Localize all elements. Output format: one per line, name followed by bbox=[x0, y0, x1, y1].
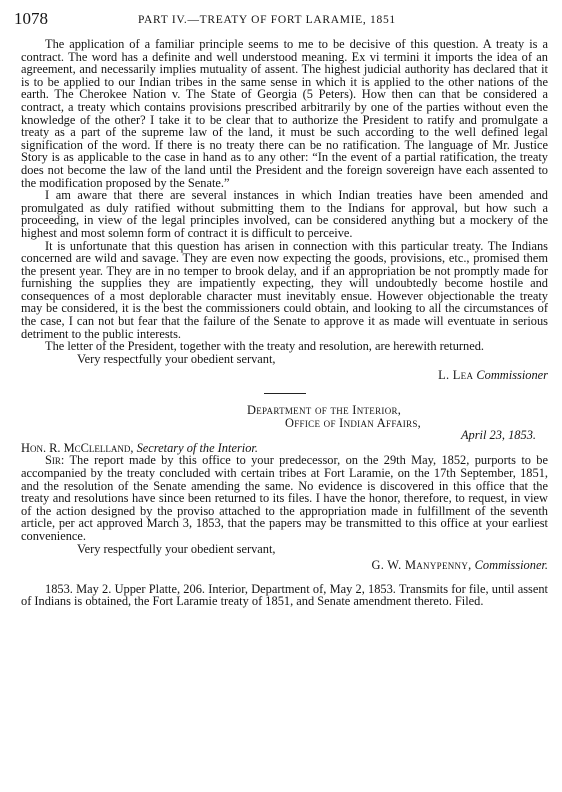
sir-greeting: Sir: bbox=[45, 453, 65, 468]
page-header bbox=[14, 9, 548, 29]
letter1-signature bbox=[21, 369, 548, 382]
address-line-1: Department of the Interior, bbox=[247, 403, 402, 418]
paragraph: The letter of the President, together with the treaty and resolution, are herewith returned. bbox=[45, 339, 485, 354]
letter2-body: The report made by this office to your predecessor, on the 29th May, 1852, purports to be accompanied by the treaty concluded with certain tribes at Fort Laramie, on the 17th September, 1851, and the resolution of the Senate amending the same. No evidence is discovered in this office that the treaty and resolutions have since been returned to its files. I have the honor, therefore, to request, in view of the action designed by the proviso attached to the appropriation made in fulfillment of the seventh article, per act approved March 3, 1853, that the papers may be transmitted to this office at your earliest convenience. bbox=[21, 453, 548, 543]
paragraph: It is unfortunate that this question has arisen in connection with this particular treaty. The Indians concerned are wild and savage. They are even now expecting the goods, provisions, etc., promised them the present year. They are in no temper to brook delay, and if an appropriation be not promptly made for furnishing the supplies they are impatiently expecting, they will undoubtedly become hostile and consequences of a most deplorable character must inevitably ensue. However objectionable the treaty may be considered, it is the best the commissioners could obtain, and looking to all the circumstances of the case, I can not but fear that the failure of the Senate to approve it as made will eventuate in serious detriment to the public interests. bbox=[21, 238, 548, 341]
endorsement-note: 1853. May 2. Upper Platte, 206. Interior, Department of, May 2, 1853. Transmits for file, until assent of Indians is obtained, the Fort Laramie treaty of 1851, and Senate amendment thereto. Filed. bbox=[21, 581, 548, 609]
letter1-closing: Very respectfully your obedient servant, bbox=[77, 351, 276, 366]
running-head: PART IV.—TREATY OF FORT LARAMIE, 1851 bbox=[138, 14, 396, 26]
letter2-signature bbox=[21, 559, 548, 572]
page-number: 1078 bbox=[14, 9, 48, 28]
salutation-title: Secretary of the Interior. bbox=[136, 440, 258, 455]
signature-name: L. Lea bbox=[438, 368, 474, 383]
letter-date: April 23, 1853. bbox=[460, 428, 536, 443]
signature-name: G. W. Manypenny, bbox=[371, 558, 472, 573]
letter2-closing: Very respectfully your obedient servant, bbox=[77, 541, 276, 556]
page-body bbox=[21, 38, 548, 608]
section-divider bbox=[264, 393, 306, 394]
signature-title: Commissioner. bbox=[474, 558, 548, 573]
letter2-body-paragraph bbox=[21, 454, 548, 542]
signature-title: Commissioner bbox=[476, 368, 548, 383]
salutation-name: Hon. R. McClelland, bbox=[21, 440, 134, 455]
paragraph: The application of a familiar principle seems to me to be decisive of this question. A treaty is a contract. The word has a definite and well understood meaning. Ex vi termini it imports the idea of an agreement, and necessarily implies mutuality of assent. The highest judicial authority has declared that it is to be applied to our Indian tribes in the same sense in which it is applied to the other nations of the earth. The Cherokee Nation v. The State of Georgia (5 Peters). How then can that be considered a contract, a treaty which contains provisions prescribed arbitrarily by one of the parties without even the knowledge of the other? I take it to be clear that to authorize the President to ratify and promulgate a treaty as a part of the supreme law of the land, it must be such according to the well defined legal signification of the word. If there is no treaty there can be no ratification. The language of Mr. Justice Story is as applicable to the case in hand as to any other: “In the event of a partial ratification, the treaty does not become the law of the land until the President and the foreign sovereign have each assented to the modification proposed by the Senate.” bbox=[21, 37, 548, 190]
paragraph: I am aware that there are several instances in which Indian treaties have been amended and promulgated as duly ratified without submitting them to the Indians for approval, but how such a proceeding, in view of the legal principles involved, can be considered anything but a mockery of the highest and most solemn form of contract it is difficult to perceive. bbox=[21, 188, 548, 240]
address-line-2: Office of Indian Affairs, bbox=[285, 415, 422, 430]
